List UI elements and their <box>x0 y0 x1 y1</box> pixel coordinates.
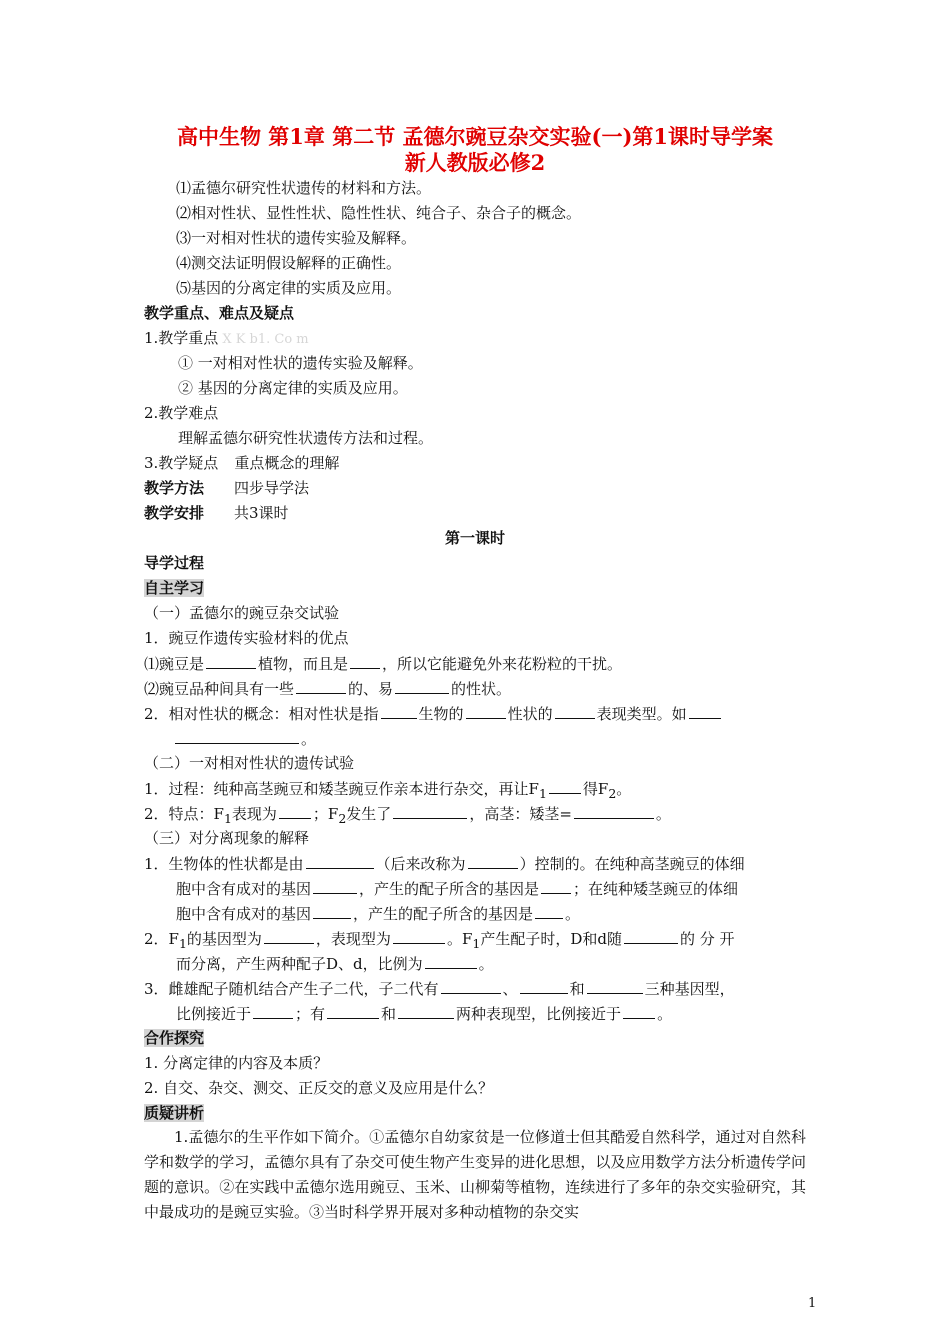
text-fragment: （后来改称为 <box>375 855 466 873</box>
fill-blank[interactable] <box>587 978 643 994</box>
subscript: 1 <box>223 811 232 826</box>
teaching-method-text: 四步导学法 <box>234 479 310 497</box>
fill-blank[interactable] <box>535 903 563 919</box>
fill-blank[interactable] <box>327 1003 379 1019</box>
keypoint-1-label <box>144 328 309 350</box>
section-1-item-a <box>144 653 622 674</box>
questioning-explanation-heading <box>144 1103 204 1123</box>
text-fragment: 。 <box>301 730 317 748</box>
fill-blank[interactable] <box>520 978 568 994</box>
keypoint-3 <box>144 453 339 473</box>
fill-blank[interactable] <box>541 878 571 894</box>
text-fragment: 植物，而且是 <box>258 655 349 673</box>
text-fragment: 。 <box>655 805 671 823</box>
text-fragment: 3．雌雄配子随机结合产生子二代，子二代有 <box>144 980 439 998</box>
fill-blank[interactable] <box>206 653 256 669</box>
cooperative-inquiry-heading-text: 合作探究 <box>144 1029 205 1047</box>
text-fragment: 性状的 <box>507 705 553 723</box>
objective-2: ⑵相对性状、显性性状、隐性性状、纯合子、杂合子的概念。 <box>176 204 582 222</box>
section-1-item-b <box>144 678 511 699</box>
text-fragment: 。 <box>616 780 632 798</box>
text-fragment: 。 <box>657 1005 673 1023</box>
fill-blank[interactable] <box>381 703 417 719</box>
keypoint-1-item-2: ② 基因的分离定律的实质及应用。 <box>178 379 408 397</box>
document-title-line1: 高中生物 第1章 第二节 孟德尔豌豆杂交实验(一)第1课时导学案 <box>176 124 774 149</box>
section-3-question-2-line1 <box>144 928 735 954</box>
section-1-heading: （一）孟德尔的豌豆杂交试验 <box>144 604 340 622</box>
section-3-question-3-line1 <box>144 978 735 999</box>
section-1-question-2 <box>144 703 723 724</box>
objective-5: ⑸基因的分离定律的实质及应用。 <box>176 279 402 297</box>
text-fragment: 生物的 <box>418 705 464 723</box>
teaching-arrangement <box>144 503 289 523</box>
text-fragment: ，高茎：矮茎= <box>469 805 572 823</box>
text-fragment: 。 <box>478 955 494 973</box>
section-3-question-1-line1 <box>144 853 745 874</box>
objective-1: ⑴孟德尔研究性状遗传的材料和方法。 <box>176 179 432 197</box>
text-fragment: 2．F <box>144 930 179 948</box>
fill-blank[interactable] <box>398 1003 454 1019</box>
section-2-question-1 <box>144 778 631 804</box>
text-fragment: 。F <box>446 930 473 948</box>
fill-blank[interactable] <box>313 878 357 894</box>
fill-blank[interactable] <box>264 928 314 944</box>
section-1-question-1: 1．豌豆作遗传实验材料的优点 <box>144 629 349 647</box>
text-fragment: ）控制的。在纯种高茎豌豆的体细 <box>519 855 745 873</box>
text-fragment: ；有 <box>295 1005 326 1023</box>
section-2-heading: （二）一对相对性状的遗传试验 <box>144 754 355 772</box>
text-fragment: 1．过程：纯种高茎豌豆和矮茎豌豆作亲本进行杂交，再让F <box>144 780 539 798</box>
fill-blank[interactable] <box>623 1003 655 1019</box>
questioning-explanation-paragraph: 1.孟德尔的生平作如下简介。①孟德尔自幼家贫是一位修道士但其酷爱自然科学，通过对自然科学和数学的学习，孟德尔具有了杂交可使生物产生变异的进化思想，以及应用数学方法分析遗传学问题的意识。②在实践中孟德尔选用豌豆、玉米、山柳菊等植物，连续进行了多年的杂交实验研究，其中最成功的是豌豆实验。③当时科学界开展对多种动植物的杂交实 <box>144 1128 806 1221</box>
questioning-explanation-heading-text: 质疑讲析 <box>144 1104 205 1122</box>
teaching-arrangement-text: 共3课时 <box>234 504 289 522</box>
text-fragment: ；在纯种矮茎豌豆的体细 <box>573 880 739 898</box>
teaching-method-label: 教学方法 <box>144 479 205 497</box>
text-fragment: 的基因型为 <box>186 930 262 948</box>
cooperative-inquiry-item-2: 2. 自交、杂交、测交、正反交的意义及应用是什么？ <box>144 1079 494 1097</box>
text-fragment: 和 <box>569 980 585 998</box>
fill-blank[interactable] <box>549 778 581 794</box>
fill-blank[interactable] <box>395 678 449 694</box>
fill-blank[interactable] <box>441 978 501 994</box>
fill-blank[interactable] <box>555 703 595 719</box>
text-fragment: 三种基因型， <box>644 980 735 998</box>
cooperative-inquiry-item-1: 1. 分离定律的内容及本质？ <box>144 1054 329 1072</box>
fill-blank[interactable] <box>253 1003 293 1019</box>
objective-3: ⑶一对相对性状的遗传实验及解释。 <box>176 229 417 247</box>
document-title-line2: 新人教版必修2 <box>404 150 546 175</box>
text-fragment: ⑵豌豆品种间具有一些 <box>144 680 295 698</box>
text-fragment: 发生了 <box>346 805 392 823</box>
text-fragment: 2．相对性状的概念：相对性状是指 <box>144 705 379 723</box>
section-3-question-1-line2 <box>176 878 738 899</box>
text-fragment: ，产生的配子所含的基因是 <box>353 905 534 923</box>
text-fragment: ，所以它能避免外来花粉粒的干扰。 <box>382 655 623 673</box>
text-fragment: 胞中含有成对的基因 <box>176 880 312 898</box>
fill-blank[interactable] <box>425 953 477 969</box>
subscript: 1 <box>538 786 547 801</box>
keypoints-heading: 教学重点、难点及疑点 <box>144 304 295 322</box>
objective-4: ⑷测交法证明假设解释的正确性。 <box>176 254 402 272</box>
section-3-heading: （三）对分离现象的解释 <box>144 829 310 847</box>
subscript: 2 <box>608 786 617 801</box>
text-fragment: ，产生的配子所含的基因是 <box>359 880 540 898</box>
fill-blank[interactable] <box>574 803 654 819</box>
text-fragment: 两种表现型，比例接近于 <box>456 1005 622 1023</box>
text-fragment: 的、易 <box>348 680 394 698</box>
fill-blank[interactable] <box>279 803 311 819</box>
lesson-title: 第一课时 <box>444 529 505 547</box>
teaching-method <box>144 478 309 498</box>
text-fragment: 1．生物体的性状都是由 <box>144 855 304 873</box>
fill-blank[interactable] <box>313 903 351 919</box>
page-number: 1 <box>808 1296 817 1311</box>
watermark-text: X K b1. Co m <box>222 332 309 347</box>
text-fragment: 。 <box>565 905 581 923</box>
section-2-question-2 <box>144 803 671 829</box>
keypoint-2-text: 理解孟德尔研究性状遗传方法和过程。 <box>178 429 434 447</box>
keypoint-1-label-text: 1.教学重点 <box>144 329 219 347</box>
fill-blank[interactable] <box>350 653 380 669</box>
keypoint-1-item-1: ① 一对相对性状的遗传实验及解释。 <box>178 354 423 372</box>
subscript: 1 <box>472 936 481 951</box>
self-study-heading-text: 自主学习 <box>144 579 205 597</box>
fill-blank[interactable] <box>393 928 445 944</box>
text-fragment: 、 <box>502 980 518 998</box>
text-fragment: 比例接近于 <box>176 1005 252 1023</box>
fill-blank[interactable] <box>466 703 506 719</box>
cooperative-inquiry-heading <box>144 1028 204 1048</box>
fill-blank[interactable] <box>306 853 374 869</box>
fill-blank[interactable] <box>624 928 678 944</box>
text-fragment: ，表现型为 <box>315 930 391 948</box>
section-3-question-2-line2 <box>176 953 494 974</box>
keypoint-3-label: 3.教学疑点 <box>144 454 219 472</box>
text-fragment: 表现为 <box>231 805 277 823</box>
self-study-heading <box>144 578 204 598</box>
text-fragment: 得F <box>582 780 609 798</box>
fill-blank[interactable] <box>393 803 467 819</box>
section-3-question-3-line2 <box>176 1003 672 1024</box>
keypoint-3-text: 重点概念的理解 <box>234 454 340 472</box>
fill-blank[interactable] <box>296 678 346 694</box>
fill-blank[interactable] <box>689 703 721 719</box>
text-fragment: 胞中含有成对的基因 <box>176 905 312 923</box>
text-fragment: 的性状。 <box>451 680 512 698</box>
keypoint-2-label: 2.教学难点 <box>144 404 219 422</box>
fill-blank[interactable] <box>468 853 518 869</box>
text-fragment: 表现类型。如 <box>596 705 687 723</box>
subscript: 2 <box>338 811 347 826</box>
section-1-question-2-cont <box>175 728 316 749</box>
section-3-question-1-line3 <box>176 903 580 924</box>
text-fragment: 和 <box>381 1005 397 1023</box>
text-fragment: ；F <box>312 805 339 823</box>
text-fragment: 的 分 开 <box>679 930 735 948</box>
text-fragment: 产生配子时，D和d随 <box>480 930 622 948</box>
subscript: 1 <box>178 936 187 951</box>
text-fragment: 而分离，产生两种配子D、d，比例为 <box>176 955 423 973</box>
text-fragment: 2．特点：F <box>144 805 224 823</box>
text-fragment: ⑴豌豆是 <box>144 655 205 673</box>
process-heading: 导学过程 <box>144 554 205 572</box>
fill-blank[interactable] <box>175 728 299 744</box>
teaching-arrangement-label: 教学安排 <box>144 504 205 522</box>
